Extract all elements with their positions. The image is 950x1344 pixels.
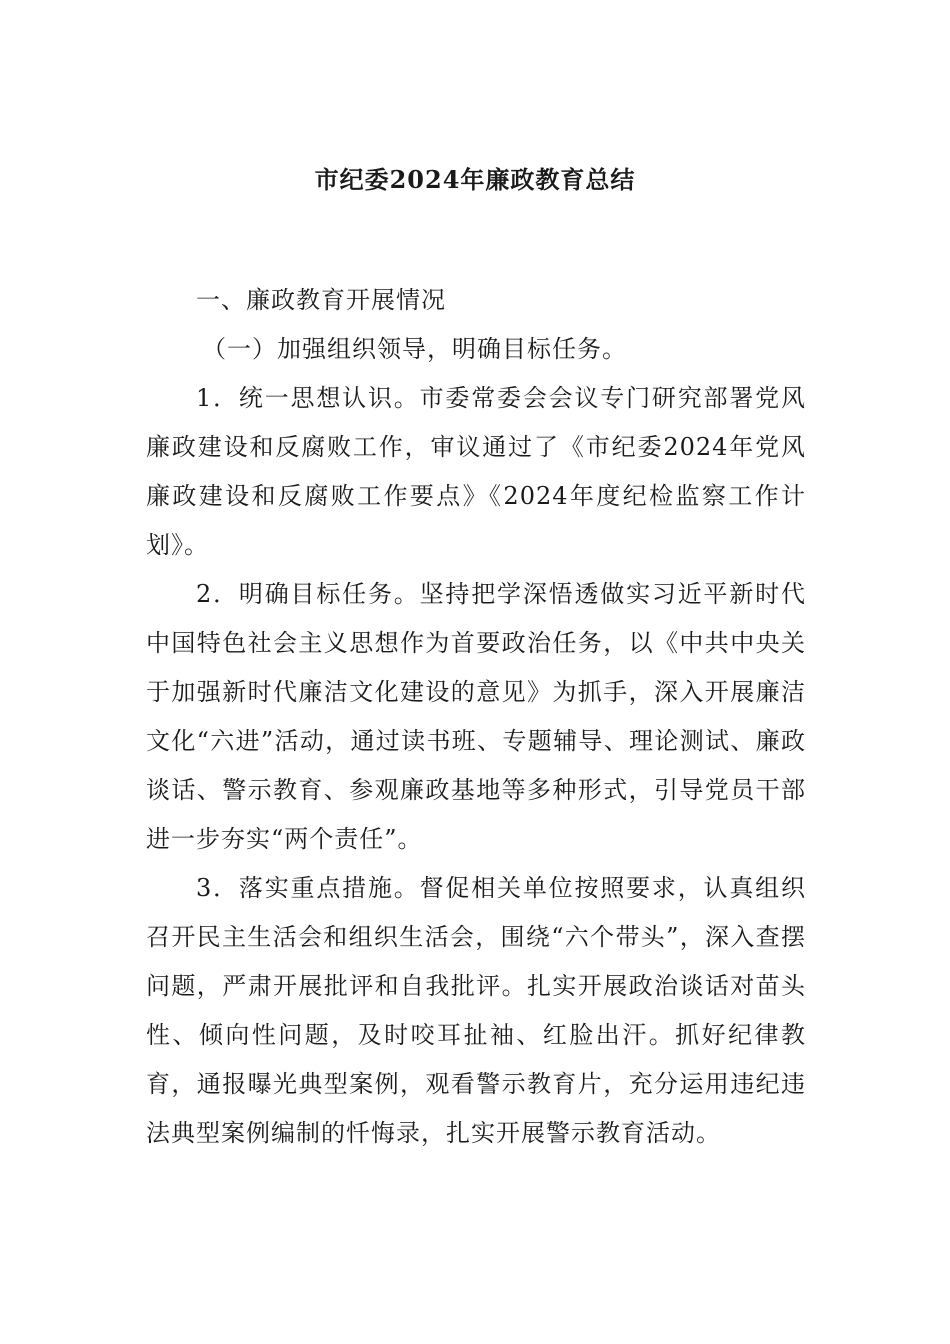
paragraph-1: 1．统一思想认识。市委常委会会议专门研究部署党风廉政建设和反腐败工作，审议通过了《市纪委2024年党风廉政建设和反腐败工作要点》《2024年度纪检监察工作计划》。 xyxy=(146,384,806,559)
document-title: 市纪委2024年廉政教育总结 xyxy=(314,165,636,194)
subsection-heading: （一）加强组织领导，明确目标任务。 xyxy=(202,335,627,363)
paragraph-3: 3．落实重点措施。督促相关单位按照要求，认真组织召开民主生活会和组织生活会，围绕“六个带头”，深入查摆问题，严肃开展批评和自我批评。扎实开展政治谈话对苗头性、倾向性问题，及时咬耳扯袖、红脸出汗。抓好纪律教育，通报曝光典型案例，观看警示教育片，充分运用违纪违法典型案例编制的忏悔录，扎实开展警示教育活动。 xyxy=(146,874,806,1147)
paragraph-2: 2．明确目标任务。坚持把学深悟透做实习近平新时代中国特色社会主义思想作为首要政治任务，以《中共中央关于加强新时代廉洁文化建设的意见》为抓手，深入开展廉洁文化“六进”活动，通过读书班、专题辅导、理论测试、廉政谈话、警示教育、参观廉政基地等多种形式，引导党员干部进一步夯实“两个责任”。 xyxy=(146,580,806,853)
section-heading: 一、廉政教育开展情况 xyxy=(196,286,446,314)
document-body xyxy=(146,276,806,1158)
